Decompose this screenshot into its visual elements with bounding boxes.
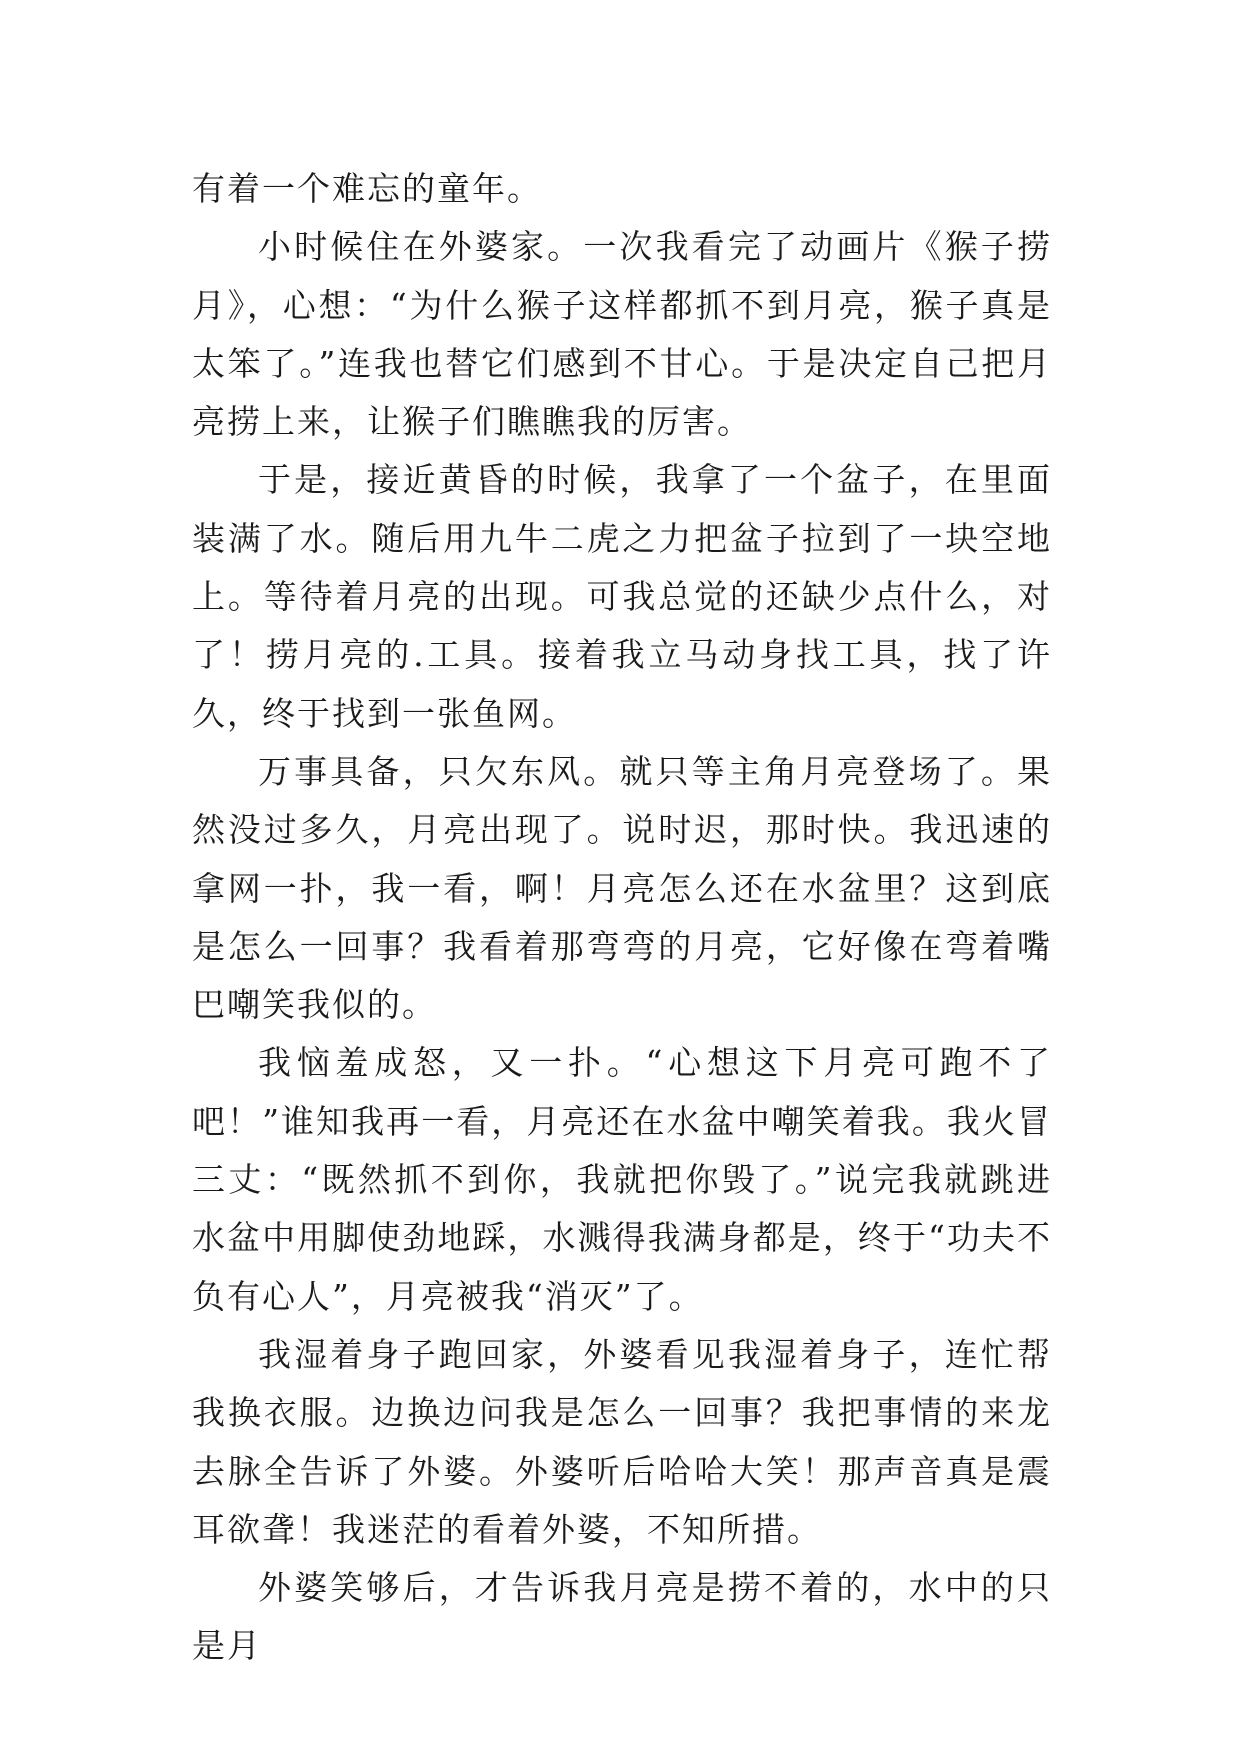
paragraph: 于是，接近黄昏的时候，我拿了一个盆子，在里面装满了水。随后用九牛二虎之力把盆子拉到了一块空地上。等待着月亮的出现。可我总觉的还缺少点什么，对了！捞月亮的.工具。接着我立马动身找工具，找了许久，终于找到一张鱼网。 [192,460,1052,733]
paragraph: 万事具备，只欠东风。就只等主角月亮登场了。果然没过多久，月亮出现了。说时迟，那时快。我迅速的拿网一扑，我一看，啊！月亮怎么还在水盆里？这到底是怎么一回事？我看着那弯弯的月亮，它好像在弯着嘴巴嘲笑我似的。 [192,751,1052,1025]
document-body [192,160,1052,1676]
paragraph: 外婆笑够后，才告诉我月亮是捞不着的，水中的只是月 [192,1568,1052,1666]
paragraph: 小时候住在外婆家。一次我看完了动画片《猴子捞月》，心想：“为什么猴子这样都抓不到月亮，猴子真是太笨了。”连我也替它们感到不甘心。于是决定自己把月亮捞上来，让猴子们瞧瞧我的厉害。 [192,227,1052,442]
paragraph-continuation: 有着一个难忘的童年。 [192,169,542,208]
paragraph: 我恼羞成怒，又一扑。“心想这下月亮可跑不了吧！”谁知我再一看，月亮还在水盆中嘲笑着我。我火冒三丈：“既然抓不到你，我就把你毁了。”说完我就跳进水盆中用脚使劲地踩，水溅得我满身都是，终于“功夫不负有心人”，月亮被我“消灭”了。 [192,1043,1052,1316]
paragraph: 我湿着身子跑回家，外婆看见我湿着身子，连忙帮我换衣服。边换边问我是怎么一回事？我把事情的来龙去脉全告诉了外婆。外婆听后哈哈大笑！那声音真是震耳欲聋！我迷茫的看着外婆，不知所措。 [192,1334,1052,1549]
